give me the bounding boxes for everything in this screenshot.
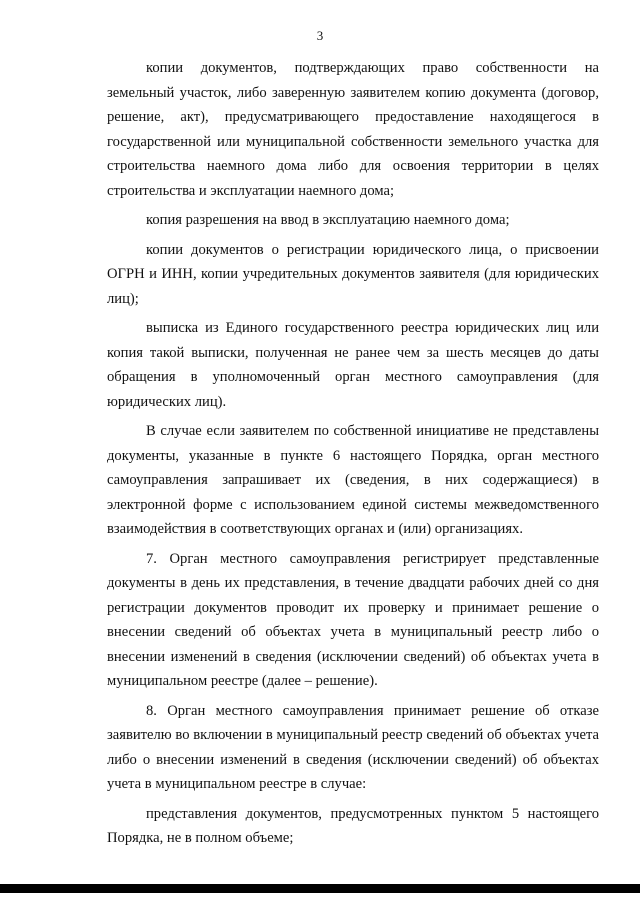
paragraph-property-documents: копии документов, подтверждающих право собственности на земельный участок, либо заверенную заявителем копию документа (договор, решение, акт), предусматривающего предоставление находящегося в государственной или муниципальной собственности земельного участка для строительства наемного дома либо для освоения территории в целях строительства и эксплуатации наемного дома; xyxy=(107,60,599,199)
paragraph-item-8: 8. Орган местного самоуправления принимает решение об отказе заявителю во включении в муниципальный реестр сведений об объектах учета либо о внесении изменений в сведения (исключении сведений) об объектах учета в муниципальном реестре в случае: xyxy=(107,702,599,792)
document-body xyxy=(107,56,599,851)
paragraph-interagency-request: В случае если заявителем по собственной инициативе не представлены документы, указанные в пункте 6 настоящего Порядка, орган местного самоуправления запрашивает их (сведения, в них содержащиеся) в электронной форме с использованием единой системы межведомственного взаимодействия в соответствующих органах и (или) организациях. xyxy=(107,423,599,537)
paragraph-commissioning-permit: копия разрешения на ввод в эксплуатацию наемного дома; xyxy=(146,212,510,228)
paragraph-registration-documents: копии документов о регистрации юридического лица, о присвоении ОГРН и ИНН, копии учредительных документов заявителя (для юридических лиц); xyxy=(107,241,599,307)
paragraph-incomplete-documents: представления документов, предусмотренных пунктом 5 настоящего Порядка, не в полном объеме; xyxy=(107,805,599,846)
paragraph-item-7: 7. Орган местного самоуправления регистрирует представленные документы в день их представления, в течение двадцати рабочих дней со дня регистрации документов проводит их проверку и принимает решение о внесении сведений об объектах учета в муниципальный реестр либо о внесении изменений в сведения (исключении сведений) об объектах учета в муниципальном реестре (далее – решение). xyxy=(107,550,599,689)
page-number: 3 xyxy=(316,28,324,43)
paragraph-registry-extract: выписка из Единого государственного реестра юридических лиц или копия такой выписки, полученная не ранее чем за шесть месяцев до даты обращения в уполномоченный орган местного самоуправления (для юридических лиц). xyxy=(107,320,599,410)
bottom-border-bar xyxy=(0,884,640,893)
